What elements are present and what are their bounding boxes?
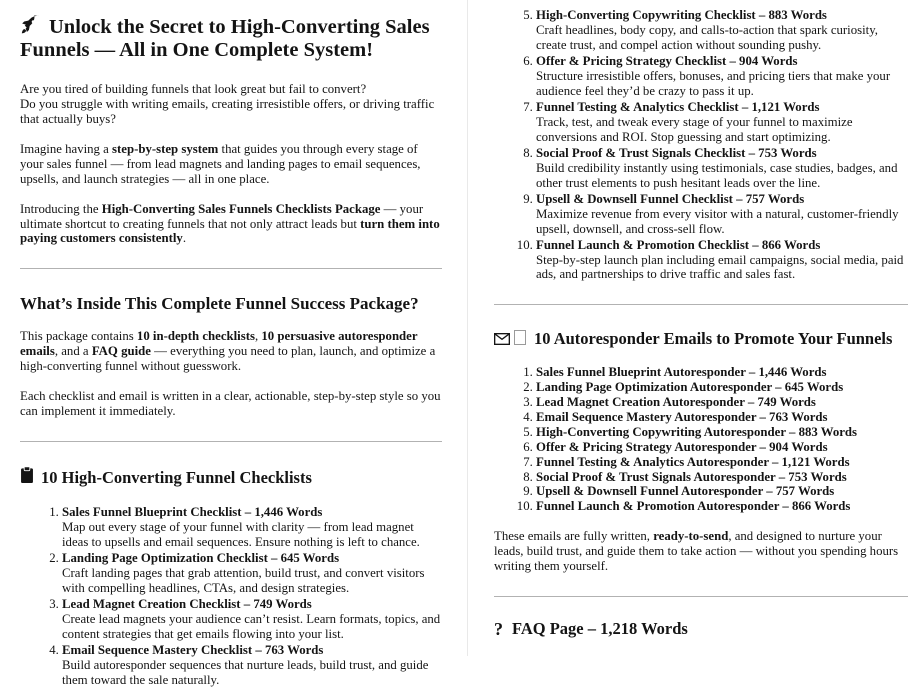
autoresponder-item-title: Funnel Launch & Promotion Autoresponder – 866 Words bbox=[536, 499, 851, 514]
checklist-item bbox=[536, 54, 908, 99]
autoresponder-item bbox=[536, 380, 908, 395]
checklist-item-title: Social Proof & Trust Signals Checklist – 753 Words bbox=[536, 145, 817, 160]
section-divider bbox=[494, 304, 908, 305]
section-divider bbox=[494, 596, 908, 597]
text: , and a bbox=[54, 344, 92, 359]
checklist-item-desc: Track, test, and tweak every stage of your funnel to maximize conversions and ROI. Stop guessing and start optimizing. bbox=[536, 114, 853, 144]
question-mark-icon: ? bbox=[494, 619, 503, 640]
autoresponder-item-title: Email Sequence Mastery Autoresponder – 763 Words bbox=[536, 409, 828, 424]
text: , and designed to nurture your leads, build trust, and guide them to take action — without you spending hours writing them yourself. bbox=[494, 529, 899, 574]
autoresponder-item bbox=[536, 440, 908, 455]
checklist-item bbox=[536, 8, 908, 53]
autoresponder-item bbox=[536, 425, 908, 440]
whats-inside-paragraph-1 bbox=[20, 329, 442, 374]
checklist-item bbox=[536, 238, 908, 283]
missing-glyph-icon bbox=[514, 330, 526, 345]
envelope-icon bbox=[494, 333, 510, 345]
checklist-list-1-4 bbox=[20, 505, 442, 688]
checklist-item bbox=[62, 551, 442, 596]
text: Are you tired of building funnels that look great but fail to convert? bbox=[20, 81, 367, 96]
autoresponder-item bbox=[536, 410, 908, 425]
checklist-item bbox=[536, 192, 908, 237]
checklist-item-desc: Structure irresistible offers, bonuses, and pricing tiers that make your audience feel they’d be crazy to pass it up. bbox=[536, 68, 891, 98]
text: Each checklist and email is written in a clear, actionable, step-by-step style so you can implement it immediately. bbox=[20, 389, 441, 419]
section-divider bbox=[20, 268, 442, 269]
autoresponder-item bbox=[536, 484, 908, 499]
clipboard-icon bbox=[20, 466, 34, 484]
bold-text: ready-to-send bbox=[653, 529, 729, 544]
checklist-item bbox=[536, 100, 908, 145]
bold-text: High-Converting Sales Funnels Checklists Package bbox=[101, 201, 381, 216]
checklist-item-desc: Build autoresponder sequences that nurture leads, build trust, and guide them toward the sale naturally. bbox=[62, 658, 429, 688]
checklist-list-5-10 bbox=[494, 8, 908, 282]
checklists-heading bbox=[20, 466, 442, 487]
checklist-item bbox=[62, 505, 442, 550]
autoresponder-item-title: Landing Page Optimization Autoresponder – 645 Words bbox=[536, 379, 844, 394]
checklist-item-desc: Build credibility instantly using testimonials, case studies, badges, and other trust elements to push hesitant leads over the line. bbox=[536, 160, 898, 190]
intro-paragraph-1 bbox=[20, 82, 442, 127]
bold-text: step-by-step system bbox=[112, 141, 219, 156]
text: . bbox=[182, 231, 187, 246]
text: , bbox=[254, 329, 262, 344]
autoresponder-item-title: Offer & Pricing Strategy Autoresponder – 904 Words bbox=[536, 439, 828, 454]
bold-text: 10 persuasive autoresponder emails bbox=[20, 329, 418, 359]
intro-paragraph-2 bbox=[20, 142, 442, 187]
checklist-item-title: Offer & Pricing Strategy Checklist – 904 Words bbox=[536, 53, 798, 68]
checklist-item-desc: Map out every stage of your funnel with clarity — from lead magnet ideas to upsells and email sequences. Ensure nothing is left to chance. bbox=[62, 520, 420, 550]
autoresponder-item bbox=[536, 395, 908, 410]
checklist-item-title: Funnel Testing & Analytics Checklist – 1,121 Words bbox=[536, 99, 820, 114]
checklist-item bbox=[62, 643, 442, 688]
checklist-item-title: High-Converting Copywriting Checklist – 883 Words bbox=[536, 8, 827, 22]
checklist-item-title: Landing Page Optimization Checklist – 645 Words bbox=[62, 551, 340, 566]
text: Imagine having a bbox=[20, 141, 113, 156]
checklist-item-title: Email Sequence Mastery Checklist – 763 Words bbox=[62, 643, 324, 658]
checklist-item bbox=[536, 146, 908, 191]
autoresponder-list bbox=[494, 365, 908, 515]
text: Do you struggle with writing emails, creating irresistible offers, or driving traffic that actually buys? bbox=[20, 96, 435, 126]
autoresponder-item-title: Social Proof & Trust Signals Autoresponder – 753 Words bbox=[536, 469, 847, 484]
checklist-item-title: Upsell & Downsell Funnel Checklist – 757 Words bbox=[536, 191, 805, 206]
bold-text: turn them into paying customers consistently bbox=[20, 216, 440, 246]
checklist-item-title: Lead Magnet Creation Checklist – 749 Words bbox=[62, 597, 312, 612]
checklist-item bbox=[62, 597, 442, 642]
faq-heading bbox=[494, 619, 908, 640]
autoresponders-heading bbox=[494, 329, 908, 348]
text: — your ultimate shortcut to creating funnels that not only attract leads but bbox=[20, 201, 424, 231]
autoresponder-item-title: Funnel Testing & Analytics Autoresponder – 1,121 Words bbox=[536, 454, 850, 469]
autoresponder-item-title: High-Converting Copywriting Autoresponder – 883 Words bbox=[536, 424, 858, 439]
whats-inside-heading: What’s Inside This Complete Funnel Success Package? bbox=[20, 294, 419, 314]
text: This package contains bbox=[20, 329, 137, 344]
checklist-item-desc: Craft landing pages that grab attention, build trust, and convert visitors with compelling headlines, CTAs, and design strategies. bbox=[62, 566, 425, 596]
checklist-item-title: Funnel Launch & Promotion Checklist – 866 Words bbox=[536, 237, 821, 252]
page-title bbox=[20, 14, 442, 63]
autoresponder-item bbox=[536, 365, 908, 380]
rocket-icon bbox=[20, 14, 41, 35]
faq-heading-text: FAQ Page – 1,218 Words bbox=[512, 619, 688, 639]
section-divider bbox=[20, 441, 442, 442]
checklists-heading-text: 10 High-Converting Funnel Checklists bbox=[41, 468, 312, 488]
autoresponder-item bbox=[536, 499, 908, 514]
checklist-item-desc: Craft headlines, body copy, and calls-to-action that spark curiosity, create trust, and compel action without sounding pushy. bbox=[536, 22, 878, 52]
whats-inside-paragraph-2 bbox=[20, 389, 442, 419]
right-column bbox=[467, 0, 924, 656]
autoresponder-item-title: Upsell & Downsell Funnel Autoresponder – 757 Words bbox=[536, 484, 835, 499]
autoresponder-item-title: Lead Magnet Creation Autoresponder – 749 Words bbox=[536, 394, 816, 409]
intro-paragraph-3 bbox=[20, 202, 442, 247]
checklist-item-title: Sales Funnel Blueprint Checklist – 1,446 Words bbox=[62, 505, 323, 520]
bold-text: 10 in-depth checklists bbox=[136, 329, 255, 344]
text: These emails are fully written, bbox=[494, 529, 654, 544]
checklist-item-desc: Create lead magnets your audience can’t resist. Learn formats, topics, and content strategies that get emails flowing into your list. bbox=[62, 612, 441, 642]
checklist-item-desc: Maximize revenue from every visitor with a natural, customer-friendly upsell, downsell, and cross-sell flow. bbox=[536, 206, 899, 236]
autoresponder-item bbox=[536, 455, 908, 470]
text: — everything you need to plan, launch, and optimize a high-converting funnel without guesswork. bbox=[20, 344, 436, 374]
bold-text: FAQ guide bbox=[91, 344, 151, 359]
autoresponder-item-title: Sales Funnel Blueprint Autoresponder – 1,446 Words bbox=[536, 364, 827, 379]
autoresponders-heading-text: 10 Autoresponder Emails to Promote Your Funnels bbox=[534, 329, 893, 349]
page-title-text: Unlock the Secret to High-Converting Sales Funnels — All in One Complete System! bbox=[20, 16, 430, 62]
autoresponders-outro-paragraph bbox=[494, 529, 908, 574]
text: Introducing the bbox=[20, 201, 102, 216]
text: that guides you through every stage of your sales funnel — from lead magnets and landing pages to email sequences, upsells, and launch strategies — all in one place. bbox=[20, 141, 421, 186]
autoresponder-item bbox=[536, 470, 908, 485]
checklist-item-desc: Step-by-step launch plan including email campaigns, social media, paid ads, and partnerships to drive traffic and sales fast. bbox=[536, 252, 904, 282]
